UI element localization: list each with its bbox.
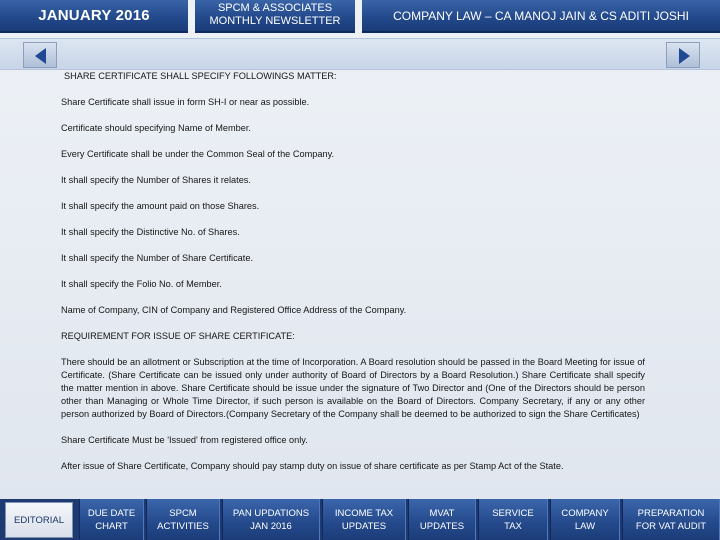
list-item: It shall specify the Folio No. of Member. — [61, 279, 222, 289]
nav-label-line2: UPDATES — [341, 520, 387, 532]
nav-label-line1: COMPANY — [561, 507, 609, 519]
triangle-left-icon — [35, 48, 46, 64]
nav-income-tax-button[interactable] — [322, 499, 406, 540]
list-item: Every Certificate shall be under the Common Seal of the Company. — [61, 149, 335, 159]
nav-service-tax-button[interactable] — [478, 499, 548, 540]
list-item: It shall specify the Number of Share Certificate. — [61, 253, 253, 263]
newsletter-type: MONTHLY NEWSLETTER — [209, 14, 341, 27]
nav-due-date-chart-button[interactable] — [79, 499, 144, 540]
firm-title — [195, 0, 355, 33]
nav-label-line2: FOR VAT AUDIT — [635, 520, 707, 532]
nav-label-line1: INCOME TAX — [334, 507, 394, 519]
article-body — [61, 70, 645, 473]
nav-label-line2: ACTIVITIES — [157, 520, 209, 532]
list-item: It shall specify the amount paid on those Shares. — [61, 201, 260, 211]
nav-label-line2: JAN 2016 — [250, 520, 292, 532]
firm-name: SPCM & ASSOCIATES — [217, 1, 333, 14]
requirement-paragraph: There should be an allotment or Subscription at the time of Incorporation. A Board resolution should be passed in the Board Meeting for issue of Certificate. (Share Certificate can be issued only under authority of Board of Directors by a Board Resolution.) Share Certificate shall specify the matter mention in above. Share Certificate should be issue under the signature of Two Director and (One of the Directors should be person other than Managing or Whole Time Director, if such person is available on the Board of Directors. Company Secretary, if any or any other person authorized by Board of Directors.(Company Secretary of the Company shall be deemed to be authorized to sign the Share Certificates) — [61, 357, 645, 419]
list-item: Certificate should specifying Name of Member. — [61, 123, 251, 133]
nav-label-line1: SPCM — [169, 507, 197, 519]
nav-mvat-button[interactable] — [408, 499, 476, 540]
section-heading: SHARE CERTIFICATE SHALL SPECIFY FOLLOWINGS MATTER: — [64, 71, 337, 81]
nav-editorial-button[interactable] — [5, 502, 73, 538]
nav-editorial-label: EDITORIAL — [14, 514, 64, 526]
triangle-right-icon — [679, 48, 690, 64]
slide-navigation-bar — [0, 38, 720, 70]
stamp-duty-note: After issue of Share Certificate, Company should pay stamp duty on issue of share certificate as per Stamp Act of the State. — [61, 461, 564, 471]
issued-note: Share Certificate Must be 'Issued' from registered office only. — [61, 435, 308, 445]
nav-vat-audit-button[interactable] — [622, 499, 720, 540]
nav-label-line1: DUE DATE — [87, 507, 136, 519]
list-item: Name of Company, CIN of Company and Registered Office Address of the Company. — [61, 305, 407, 315]
nav-pan-updations-button[interactable] — [222, 499, 320, 540]
nav-spcm-activities-button[interactable] — [146, 499, 220, 540]
month-label: JANUARY 2016 — [38, 7, 150, 24]
nav-company-law-button[interactable] — [550, 499, 620, 540]
nav-label-line1: MVAT — [429, 507, 455, 519]
requirement-heading: REQUIREMENT FOR ISSUE OF SHARE CERTIFICATE: — [61, 331, 295, 341]
previous-slide-button[interactable] — [23, 42, 57, 68]
newsletter-month — [0, 0, 188, 33]
list-item: It shall specify the Number of Shares it relates. — [61, 175, 251, 185]
list-item: It shall specify the Distinctive No. of Shares. — [61, 227, 240, 237]
list-item: Share Certificate shall issue in form SH-I or near as possible. — [61, 97, 310, 107]
header — [0, 0, 720, 35]
nav-label-line2: UPDATES — [419, 520, 465, 532]
nav-label-line2: CHART — [95, 520, 128, 532]
next-slide-button[interactable] — [666, 42, 700, 68]
section-title — [362, 0, 720, 33]
section-title-text: COMPANY LAW – CA MANOJ JAIN & CS ADITI JOSHI — [393, 8, 689, 23]
nav-label-line2: TAX — [504, 520, 522, 532]
nav-label-line1: PAN UPDATIONS — [232, 507, 310, 519]
nav-label-line1: PREPARATION — [637, 507, 705, 519]
bottom-navigation — [0, 499, 720, 540]
nav-label-line1: SERVICE — [492, 507, 534, 519]
nav-label-line2: LAW — [574, 520, 596, 532]
